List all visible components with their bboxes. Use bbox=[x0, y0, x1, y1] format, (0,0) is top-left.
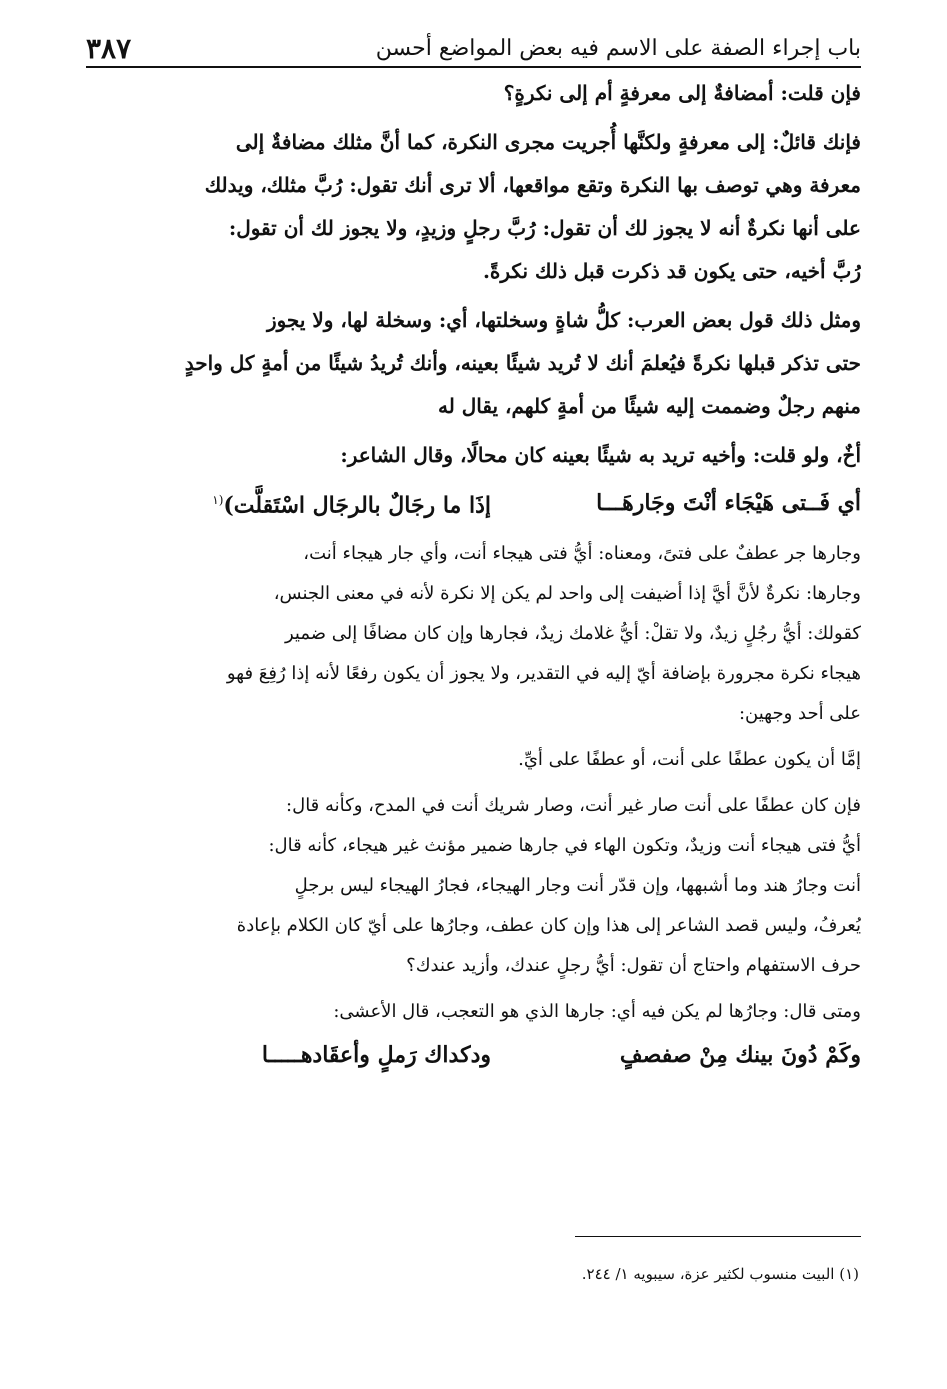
text-line: وجارها: نكرةٌ لأنَّ أيَّ إذا أضيفت إلى واحد لم يكن إلا نكرة لأنه في معنى الجنس، bbox=[273, 583, 861, 605]
text-line: هيجاء نكرة مجرورة بإضافة أيّ إليه في التقدير، ولا يجوز أن يكون رفعًا لأنه إذا رُفِعَ فهو bbox=[226, 663, 861, 685]
verse-first-hemistich: أي فَــتى هَيْجَاء أنْتَ وجَارهَـــا bbox=[596, 489, 861, 516]
footnote: (١) البيت منسوب لكثير عزة، سيبويه ١/ ٢٤٤. bbox=[581, 1265, 859, 1283]
chapter-title: باب إجراء الصفة على الاسم فيه بعض المواضع أحسن bbox=[375, 36, 861, 61]
text-line: إمَّا أن يكون عطفًا على أنت، أو عطفًا على أيِّ. bbox=[518, 749, 861, 771]
text-line: ومثل ذلك قول بعض العرب: كلُّ شاةٍ وسخلتها، أي: وسخلة لها، ولا يجوز bbox=[266, 308, 861, 332]
text-line: رُبَّ أخيه، حتى يكون قد ذكرت قبل ذلك نكرةً. bbox=[482, 259, 861, 283]
footnote-separator bbox=[575, 1236, 861, 1237]
verse-second-hemistich: ودكداك رَملٍ وأعقَادهـــــا bbox=[261, 1042, 491, 1069]
text-line: على أنها نكرةٌ أنه لا يجوز لك أن تقول: رُبَّ رجلٍ وزيدٍ، ولا يجوز لك أن تقول: bbox=[228, 216, 861, 240]
header-rule bbox=[86, 66, 861, 68]
text-line: أنت وجارُ هند وما أشبهها، وإن قدّر أنت وجار الهيجاء، فجارُ الهيجاء ليس برجلٍ bbox=[294, 875, 861, 897]
verse-first-hemistich: وكَمْ دُونَ بينك مِنْ صفصفٍ bbox=[619, 1042, 861, 1069]
text-line: معرفة وهي توصف بها النكرة وتقع مواقعها، ألا ترى أنك تقول: رُبَّ مثلك، ويدلك bbox=[204, 173, 861, 197]
text-line: فإن قلت: أمضافةٌ إلى معرفةٍ أم إلى نكرةٍ؟ bbox=[503, 81, 861, 105]
text-line: فإنك قائلٌ: إلى معرفةٍ ولكنَّها أُجريت مجرى النكرة، كما أنَّ مثلك مضافةٌ إلى bbox=[235, 130, 861, 154]
text-line: على أحد وجهين: bbox=[738, 703, 861, 725]
text-line: أخٌ، ولو قلت: وأخيه تريد به شيئًا بعينه كان محالًا، وقال الشاعر: bbox=[340, 443, 861, 467]
text-line: كقولك: أيُّ رجُلٍ زيدٌ، ولا تقلْ: أيُّ غلامك زيدٌ، فجارها وإن كان مضافًا إلى ضمير bbox=[284, 623, 861, 645]
text-line: حرف الاستفهام واحتاج أن تقول: أيُّ رجلٍ عندك، وأزيد عندك؟ bbox=[406, 955, 861, 977]
text-line: منهم رجلٌ وضممت إليه شيئًا من أمةٍ كلهم، يقال له bbox=[437, 394, 861, 418]
poetry-verse bbox=[86, 1032, 861, 1078]
text-line: فإن كان عطفًا على أنت صار غير أنت، وصار شريك أنت في المدح، وكأنه قال: bbox=[286, 795, 861, 817]
main-text bbox=[86, 72, 861, 1078]
text-line: أيُّ فتى هيجاء أنت وزيدٌ، وتكون الهاء في جارها ضمير مؤنث غير هيجاء، كأنه قال: bbox=[268, 835, 861, 857]
text-line: يُعرفُ، وليس قصد الشاعر إلى هذا وإن كان عطف، وجارُها على أيّ كان الكلام بإعادة bbox=[236, 915, 861, 937]
poetry-verse bbox=[86, 477, 861, 528]
footnote-marker: (١ bbox=[212, 493, 224, 507]
text-line: حتى تذكر قبلها نكرةً فيُعلمَ أنك لا تُريد شيئًا بعينه، وأنك تُريدُ شيئًا من أمةٍ كل واحدٍ bbox=[184, 351, 861, 375]
text-line: وجارها جر عطفٌ على فتىً، ومعناه: أيُّ فتى هيجاء أنت، وأي جار هيجاء أنت، bbox=[303, 543, 861, 565]
running-header bbox=[86, 20, 861, 64]
page-number: ٣٨٧ bbox=[86, 32, 132, 65]
text-line: ومتى قال: وجارُها لم يكن فيه أي: جارها الذي هو التعجب، قال الأعشى: bbox=[333, 1001, 861, 1023]
verse-second-hemistich: إذَا ما رجَالٌ بالرجَال اسْتَقلَّت)$^{(١}$ bbox=[212, 492, 491, 519]
